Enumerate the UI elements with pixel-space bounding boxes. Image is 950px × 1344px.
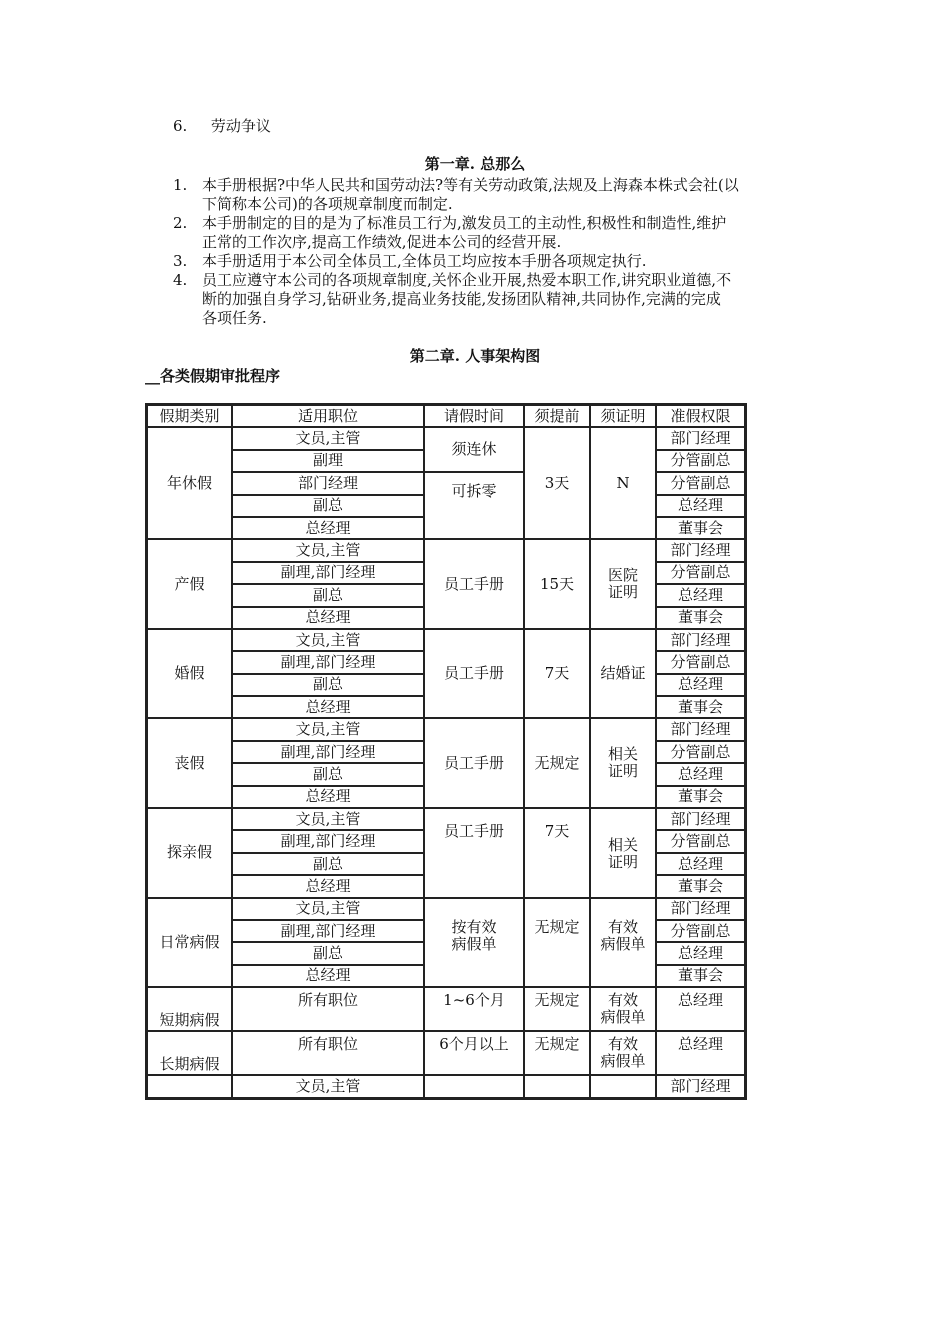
header-cell: 假期类别 [147, 405, 232, 427]
list-item-num: 1. [173, 176, 188, 194]
approver-cell: 总经理 [656, 853, 745, 875]
proof-cell [590, 987, 656, 1031]
advance-cell: 3天 [524, 427, 590, 539]
approver-cell: 总经理 [656, 584, 745, 606]
leave-type-cell: 年休假 [147, 427, 232, 539]
time-line: 病假单 [451, 934, 497, 953]
leave-time-cell: 须连休 [424, 427, 524, 472]
position-cell: 副总 [232, 584, 424, 606]
leave-time-cell [424, 898, 524, 988]
position-cell: 文员,主管 [232, 1075, 424, 1097]
position-cell: 副总 [232, 495, 424, 517]
list-item-line: 下简称本公司)的各项规章制度而制定. [202, 195, 453, 213]
intro-item-num: 6. [173, 117, 188, 135]
position-cell: 文员,主管 [232, 808, 424, 830]
approver-cell: 部门经理 [656, 898, 745, 920]
list-item-num: 3. [173, 252, 188, 270]
list-item-num: 4. [173, 271, 188, 289]
advance-cell: 7天 [524, 808, 590, 898]
position-cell: 总经理 [232, 875, 424, 897]
position-cell: 副理,部门经理 [232, 830, 424, 852]
proof-line: 医院 [607, 566, 638, 585]
leave-type-cell: 产假 [147, 539, 232, 629]
table-row [147, 472, 745, 494]
position-cell: 总经理 [232, 965, 424, 987]
proof-cell [590, 1031, 656, 1075]
approver-cell: 董事会 [656, 786, 745, 808]
approver-cell: 分管副总 [656, 562, 745, 584]
advance-cell [524, 1075, 590, 1097]
leave-time-cell: 6个月以上 [424, 1031, 524, 1075]
leave-time-cell [424, 1075, 524, 1097]
table-row [147, 1075, 745, 1097]
approver-cell: 董事会 [656, 965, 745, 987]
intro-item-text: 劳动争议 [210, 117, 271, 135]
leave-time-cell: 员工手册 [424, 718, 524, 808]
proof-cell: 结婚证 [590, 629, 656, 719]
position-cell: 副总 [232, 674, 424, 696]
proof-line: 证明 [607, 583, 638, 602]
approver-cell: 分管副总 [656, 741, 745, 763]
position-cell: 部门经理 [232, 472, 424, 494]
header-cell: 须证明 [590, 405, 656, 427]
leave-type-cell: 短期病假 [147, 987, 232, 1031]
approver-cell: 分管副总 [656, 651, 745, 673]
proof-line: 有效 [607, 917, 638, 936]
header-cell: 准假权限 [656, 405, 745, 427]
list-item-line: 本手册适用于本公司全体员工,全体员工均应按本手册各项规定执行. [202, 252, 647, 270]
position-cell: 副理,部门经理 [232, 741, 424, 763]
advance-cell: 7天 [524, 629, 590, 719]
table-header-row [147, 405, 745, 427]
position-cell: 副理,部门经理 [232, 562, 424, 584]
leave-time-cell: 1~6个月 [424, 987, 524, 1031]
proof-cell [590, 1075, 656, 1097]
position-cell: 副总 [232, 942, 424, 964]
approver-cell: 部门经理 [656, 539, 745, 561]
position-cell: 总经理 [232, 786, 424, 808]
approver-cell: 分管副总 [656, 450, 745, 472]
position-cell: 所有职位 [232, 1031, 424, 1075]
leave-type-cell: 长期病假 [147, 1031, 232, 1075]
header-cell: 须提前 [524, 405, 590, 427]
table-row [147, 898, 745, 920]
leave-type-cell [147, 1075, 232, 1097]
proof-line: 相关 [607, 836, 638, 855]
leave-type-cell: 日常病假 [147, 898, 232, 988]
table-row [147, 808, 745, 830]
leave-time-cell: 员工手册 [424, 539, 524, 629]
approver-cell: 总经理 [656, 763, 745, 785]
approver-cell: 总经理 [656, 987, 745, 1031]
position-cell: 文员,主管 [232, 539, 424, 561]
approver-cell: 部门经理 [656, 718, 745, 740]
proof-cell [590, 808, 656, 898]
header-cell: 适用职位 [232, 405, 424, 427]
leave-time-cell: 员工手册 [424, 629, 524, 719]
position-cell: 文员,主管 [232, 718, 424, 740]
table-row [147, 718, 745, 740]
list-item-line: 断的加强自身学习,钻研业务,提高业务技能,发扬团队精神,共同协作,完满的完成 [202, 290, 721, 308]
position-cell: 所有职位 [232, 987, 424, 1031]
position-cell: 副理,部门经理 [232, 920, 424, 942]
proof-cell [590, 718, 656, 808]
header-cell: 请假时间 [424, 405, 524, 427]
proof-line: 证明 [607, 853, 638, 872]
advance-cell: 无规定 [524, 718, 590, 808]
leave-type-cell: 丧假 [147, 718, 232, 808]
list-item-line: 本手册根据?中华人民共和国劳动法?等有关劳动政策,法规及上海森本株式会社(以 [202, 176, 739, 194]
table-row [147, 1031, 745, 1075]
position-cell: 文员,主管 [232, 427, 424, 449]
approver-cell: 总经理 [656, 1031, 745, 1075]
position-cell: 副总 [232, 853, 424, 875]
position-cell: 副理 [232, 450, 424, 472]
proof-line: 病假单 [600, 934, 646, 953]
table-row [147, 539, 745, 561]
time-line: 按有效 [451, 917, 497, 936]
position-cell: 副理,部门经理 [232, 651, 424, 673]
approver-cell: 董事会 [656, 875, 745, 897]
list-item-line: 本手册制定的目的是为了标准员工行为,激发员工的主动性,积极性和制造性,维护 [202, 214, 727, 232]
leave-table-wrap [145, 403, 747, 1100]
section-subtitle: __各类假期审批程序 [145, 367, 281, 385]
position-cell: 总经理 [232, 517, 424, 539]
approver-cell: 总经理 [656, 674, 745, 696]
advance-cell: 无规定 [524, 987, 590, 1031]
approver-cell: 董事会 [656, 696, 745, 718]
proof-line: 相关 [607, 745, 638, 764]
approver-cell: 董事会 [656, 607, 745, 629]
approver-cell: 分管副总 [656, 920, 745, 942]
list-item-num: 2. [173, 214, 188, 232]
position-cell: 总经理 [232, 607, 424, 629]
position-cell: 文员,主管 [232, 898, 424, 920]
list-item-line: 员工应遵守本公司的各项规章制度,关怀企业开展,热爱本职工作,讲究职业道德,不 [202, 271, 732, 289]
approver-cell: 部门经理 [656, 629, 745, 651]
proof-line: 病假单 [600, 1052, 646, 1071]
approver-cell: 部门经理 [656, 808, 745, 830]
position-cell: 文员,主管 [232, 629, 424, 651]
leave-approval-table [145, 403, 747, 1100]
proof-line: 有效 [607, 1035, 638, 1054]
approver-cell: 分管副总 [656, 472, 745, 494]
intro-item [173, 117, 271, 136]
approver-cell: 部门经理 [656, 427, 745, 449]
chapter1-title: 第一章. 总那么 [424, 155, 526, 173]
proof-line: 有效 [607, 991, 638, 1010]
approver-cell: 总经理 [656, 942, 745, 964]
list-item-line: 各项任务. [202, 309, 267, 327]
approver-cell: 董事会 [656, 517, 745, 539]
approver-cell: 部门经理 [656, 1075, 745, 1097]
advance-cell: 无规定 [524, 1031, 590, 1075]
table-row [147, 987, 745, 1031]
approver-cell: 分管副总 [656, 830, 745, 852]
proof-cell [590, 539, 656, 629]
leave-time-cell: 员工手册 [424, 808, 524, 898]
position-cell: 副总 [232, 763, 424, 785]
chapter2-title: 第二章. 人事架构图 [409, 347, 541, 365]
position-cell: 总经理 [232, 696, 424, 718]
advance-cell: 15天 [524, 539, 590, 629]
leave-type-cell: 探亲假 [147, 808, 232, 898]
leave-type-cell: 婚假 [147, 629, 232, 719]
table-row [147, 427, 745, 449]
approver-cell: 总经理 [656, 495, 745, 517]
proof-cell: N [590, 427, 656, 539]
list-item-line: 正常的工作次序,提高工作绩效,促进本公司的经营开展. [202, 233, 562, 251]
table-row [147, 629, 745, 651]
advance-cell: 无规定 [524, 898, 590, 988]
leave-time-cell: 可拆零 [424, 472, 524, 539]
proof-line: 病假单 [600, 1008, 646, 1027]
proof-line: 证明 [607, 762, 638, 781]
proof-cell [590, 898, 656, 988]
